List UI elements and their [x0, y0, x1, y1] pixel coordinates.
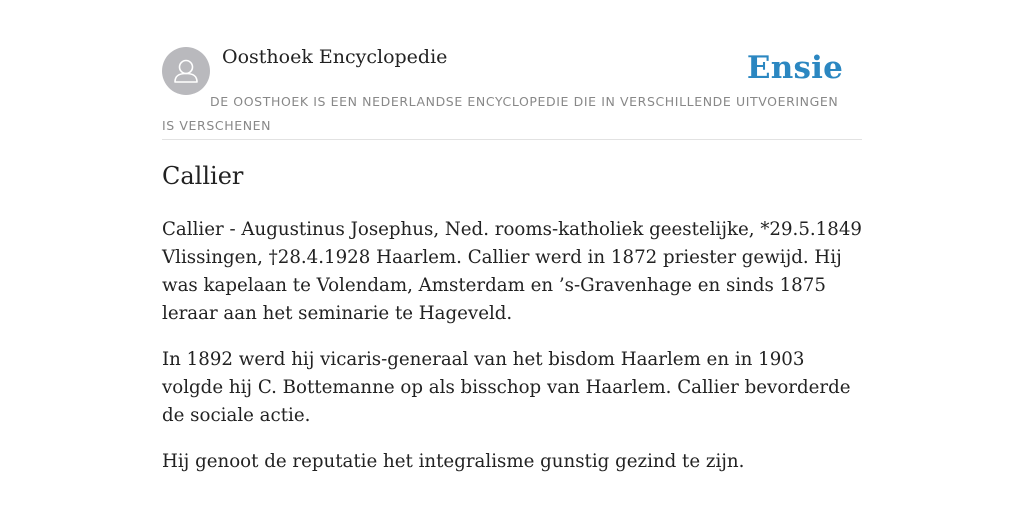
article-body: [162, 216, 868, 494]
article-paragraph: Callier - Augustinus Josephus, Ned. rooms-katholiek geestelijke, *29.5.1849 Vlissingen, †28.4.1928 Haarlem. Callier werd in 1872 priester gewijd. Hij was kapelaan te Volendam, Amsterdam en ’s-Gravenhage en sinds 1875 leraar aan het seminarie te Hageveld.: [162, 219, 862, 324]
avatar[interactable]: [162, 47, 210, 95]
user-icon: [162, 47, 210, 95]
article-paragraph: In 1892 werd hij vicaris-generaal van het bisdom Haarlem en in 1903 volgde hij C. Bottemanne op als bisschop van Haarlem. Callier bevorderde de sociale actie.: [162, 349, 851, 426]
source-tagline: DE OOSTHOEK IS EEN NEDERLANDSE ENCYCLOPEDIE DIE IN VERSCHILLENDE UITVOERINGEN IS VERSCHENEN: [162, 94, 839, 133]
source-name-link[interactable]: Oosthoek Encyclopedie: [222, 46, 448, 68]
article-paragraph: Hij genoot de reputatie het integralisme gunstig gezind te zijn.: [162, 451, 745, 472]
header-divider: [162, 139, 862, 140]
article-title: Callier: [162, 162, 244, 190]
brand-logo[interactable]: Ensie: [746, 50, 843, 86]
